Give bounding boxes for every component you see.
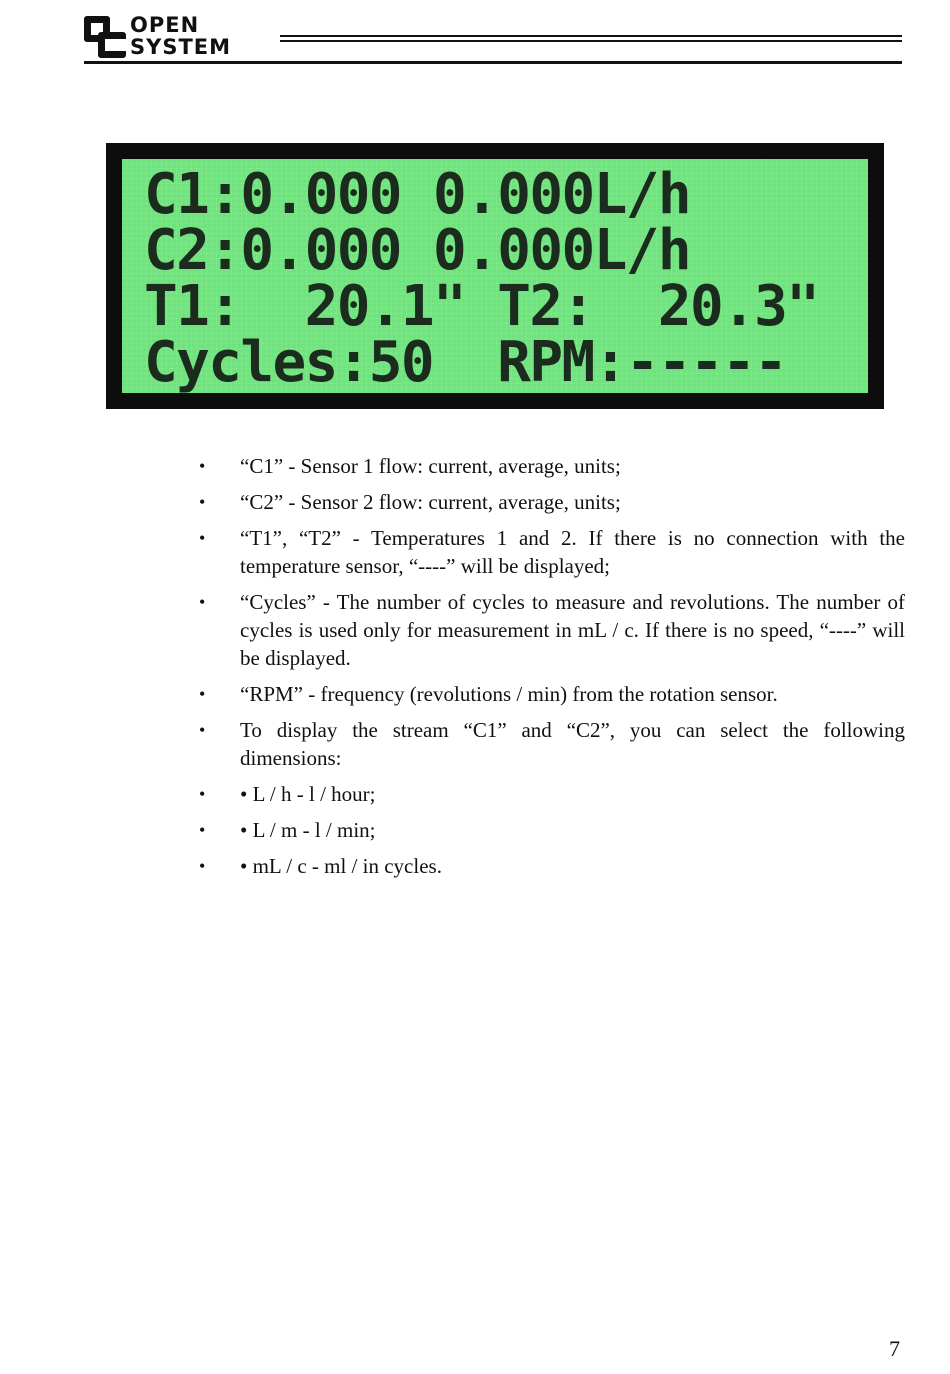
list-item — [196, 816, 905, 844]
page-header — [84, 14, 902, 66]
list-item — [196, 780, 905, 808]
bullet-icon: • — [199, 856, 206, 876]
list-item — [196, 588, 905, 672]
header-underline — [84, 61, 902, 64]
brand-line-system: SYSTEM — [130, 35, 232, 59]
header-rule — [280, 40, 902, 42]
list-item — [196, 852, 905, 880]
legend-list — [196, 452, 905, 888]
lcd-row-c2: C2:0.000 0.000L/h — [144, 218, 690, 283]
page-number: 7 — [889, 1336, 900, 1361]
list-item — [196, 524, 905, 580]
list-item-text: “C2” - Sensor 2 flow: current, average, units; — [240, 490, 621, 514]
bullet-icon: • — [199, 684, 206, 704]
bullet-icon: • — [199, 528, 206, 548]
header-rule — [280, 35, 902, 37]
list-item-text: “C1” - Sensor 1 flow: current, average, units; — [240, 454, 621, 478]
list-item-text: • L / m - l / min; — [240, 818, 376, 842]
bullet-icon: • — [199, 784, 206, 804]
list-item — [196, 716, 905, 772]
list-item-text: To display the stream “C1” and “C2”, you can select the following dimensions: — [240, 718, 905, 770]
list-item — [196, 488, 905, 516]
bullet-icon: • — [199, 820, 206, 840]
list-item — [196, 452, 905, 480]
lcd-row-temperatures: T1: 20.1" T2: 20.3" — [144, 274, 819, 339]
bullet-icon: • — [199, 720, 206, 740]
bullet-icon: • — [199, 592, 206, 612]
brand-line-open: OPEN — [130, 13, 200, 37]
list-item-text: “T1”, “T2” - Temperatures 1 and 2. If there is no connection with the temperature sensor, “----” will be displayed; — [240, 526, 905, 578]
list-item-text: • L / h - l / hour; — [240, 782, 376, 806]
lcd-display — [106, 143, 884, 409]
lcd-row-c1: C1:0.000 0.000L/h — [144, 162, 690, 227]
bullet-icon: • — [199, 492, 206, 512]
lcd-screen — [122, 159, 868, 393]
list-item — [196, 680, 905, 708]
lcd-row-cycles-rpm: Cycles:50 RPM:----- — [144, 330, 787, 395]
list-item-text: “Cycles” - The number of cycles to measure and revolutions. The number of cycles is used only for measurement in mL / c. If there is no speed, “----” will be displayed. — [240, 590, 905, 670]
list-item-text: • mL / c - ml / in cycles. — [240, 854, 442, 878]
list-item-text: “RPM” - frequency (revolutions / min) from the rotation sensor. — [240, 682, 778, 706]
oc-logo-icon — [84, 14, 128, 60]
bullet-icon: • — [199, 456, 206, 476]
